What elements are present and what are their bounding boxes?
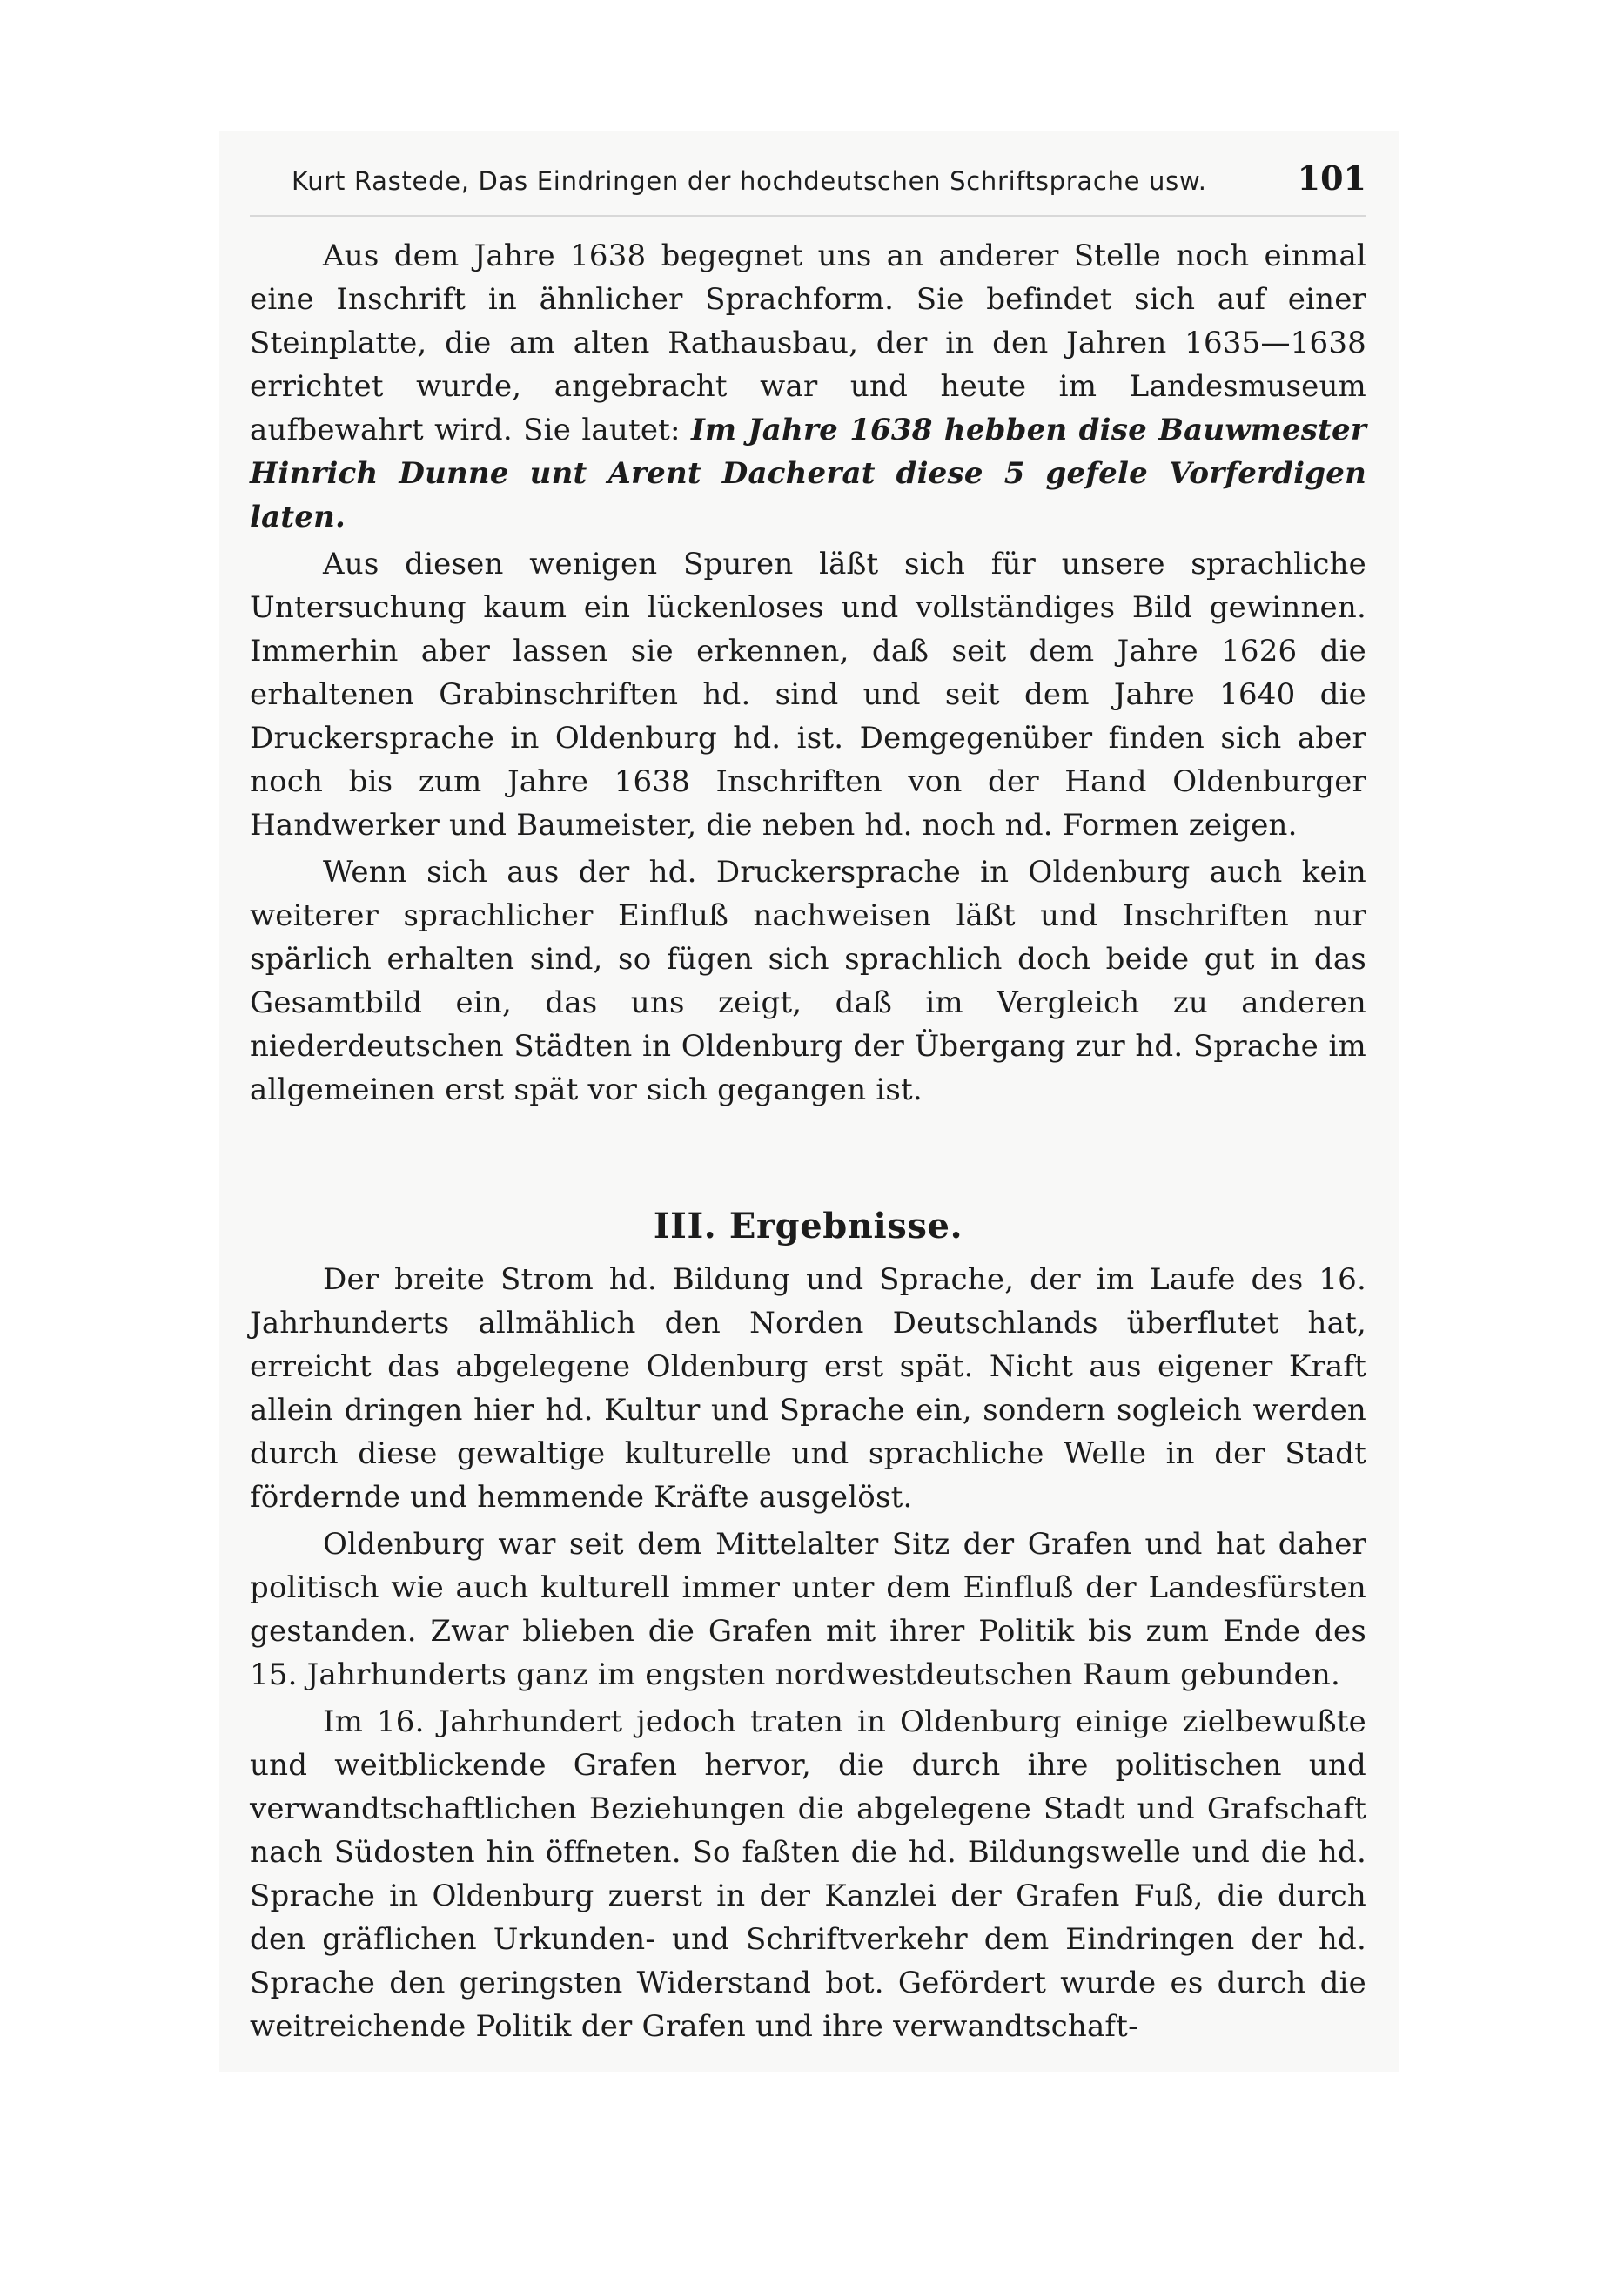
paragraph-text: Aus dem Jahre 1638 begegnet uns an anderer Stelle noch einmal eine Inschrift in ähnlicher Sprachform. Sie befindet sich auf einer Steinplatte, die am alten Rathausbau, der in den Jahren 1635—1638 errichtet wurde, angebracht war und heute im Landesmuseum aufbewahrt wird. Sie lautet: [250,239,1366,447]
paragraph-16-jahrhundert: Im 16. Jahrhundert jedoch traten in Oldenburg einige zielbewußte und weitblickende Grafen hervor, die durch ihre politischen und verwandtschaftlichen Beziehungen die abgelegene Stadt und Grafschaft nach Südosten hin öffneten. So faßten die hd. Bildungswelle und die hd. Sprache in Oldenburg zuerst in der Kanzlei der Grafen Fuß, die durch den gräflichen Urkunden- und Schriftverkehr dem Eindringen der hd. Sprache den geringsten Widerstand bot. Gefördert wurde es durch die weitreichende Politik der Grafen und ihre verwandtschaft- [250,1704,1366,2044]
paragraph-spuren: Aus diesen wenigen Spuren läßt sich für unsere sprachliche Untersuchung kaum ein lückenloses und vollständiges Bild gewinnen. Immerhin aber lassen sie erkennen, daß seit dem Jahre 1626 die erhaltenen Grabinschriften hd. sind und seit dem Jahre 1640 die Druckersprache in Oldenburg hd. ist. Demgegenüber finden sich aber noch bis zum Jahre 1638 Inschriften von der Hand Oldenburger Handwerker und Baumeister, die neben hd. noch nd. Formen zeigen. [250,547,1366,843]
paragraph-inscription-1638 [250,234,1366,539]
paragraph-druckersprache: Wenn sich aus der hd. Druckersprache in Oldenburg auch kein weiterer sprachlicher Einfluß nachweisen läßt und Inschriften nur spärlich erhalten sind, so fügen sich sprachlich doch beide gut in das Gesamtbild ein, das uns zeigt, daß im Vergleich zu anderen niederdeutschen Städten in Oldenburg der Übergang zur hd. Sprache im allgemeinen erst spät vor sich gegangen ist. [250,855,1366,1107]
page-number: 101 [1297,158,1366,198]
running-title: Kurt Rastede, Das Eindringen der hochdeutschen Schriftsprache usw. [292,166,1207,196]
paragraph-strom: Der breite Strom hd. Bildung und Sprache, der im Laufe des 16. Jahrhunderts allmählich den Norden Deutschlands überflutet hat, erreicht das abgelegene Oldenburg erst spät. Nicht aus eigener Kraft allein dringen hier hd. Kultur und Sprache ein, sondern sogleich werden durch diese gewaltige kulturelle und sprachliche Welle in der Stadt fördernde und hemmende Kräfte ausgelöst. [250,1262,1366,1515]
running-header [250,150,1366,217]
book-page [250,150,1366,2048]
section-heading: III. Ergebnisse. [653,1206,963,1247]
inscription-quote: Im Jahre 1638 hebben dise Bauwmester Hinrich Dunne unt Arent Dacherat diese 5 gefele Vorferdigen laten. [250,413,1366,534]
paragraph-mittelalter: Oldenburg war seit dem Mittelalter Sitz der Grafen und hat daher politisch wie auch kulturell immer unter dem Einfluß der Landesfürsten gestanden. Zwar blieben die Grafen mit ihrer Politik bis zum Ende des 15. Jahrhunderts ganz im engsten nordwestdeutschen Raum gebunden. [250,1527,1366,1692]
